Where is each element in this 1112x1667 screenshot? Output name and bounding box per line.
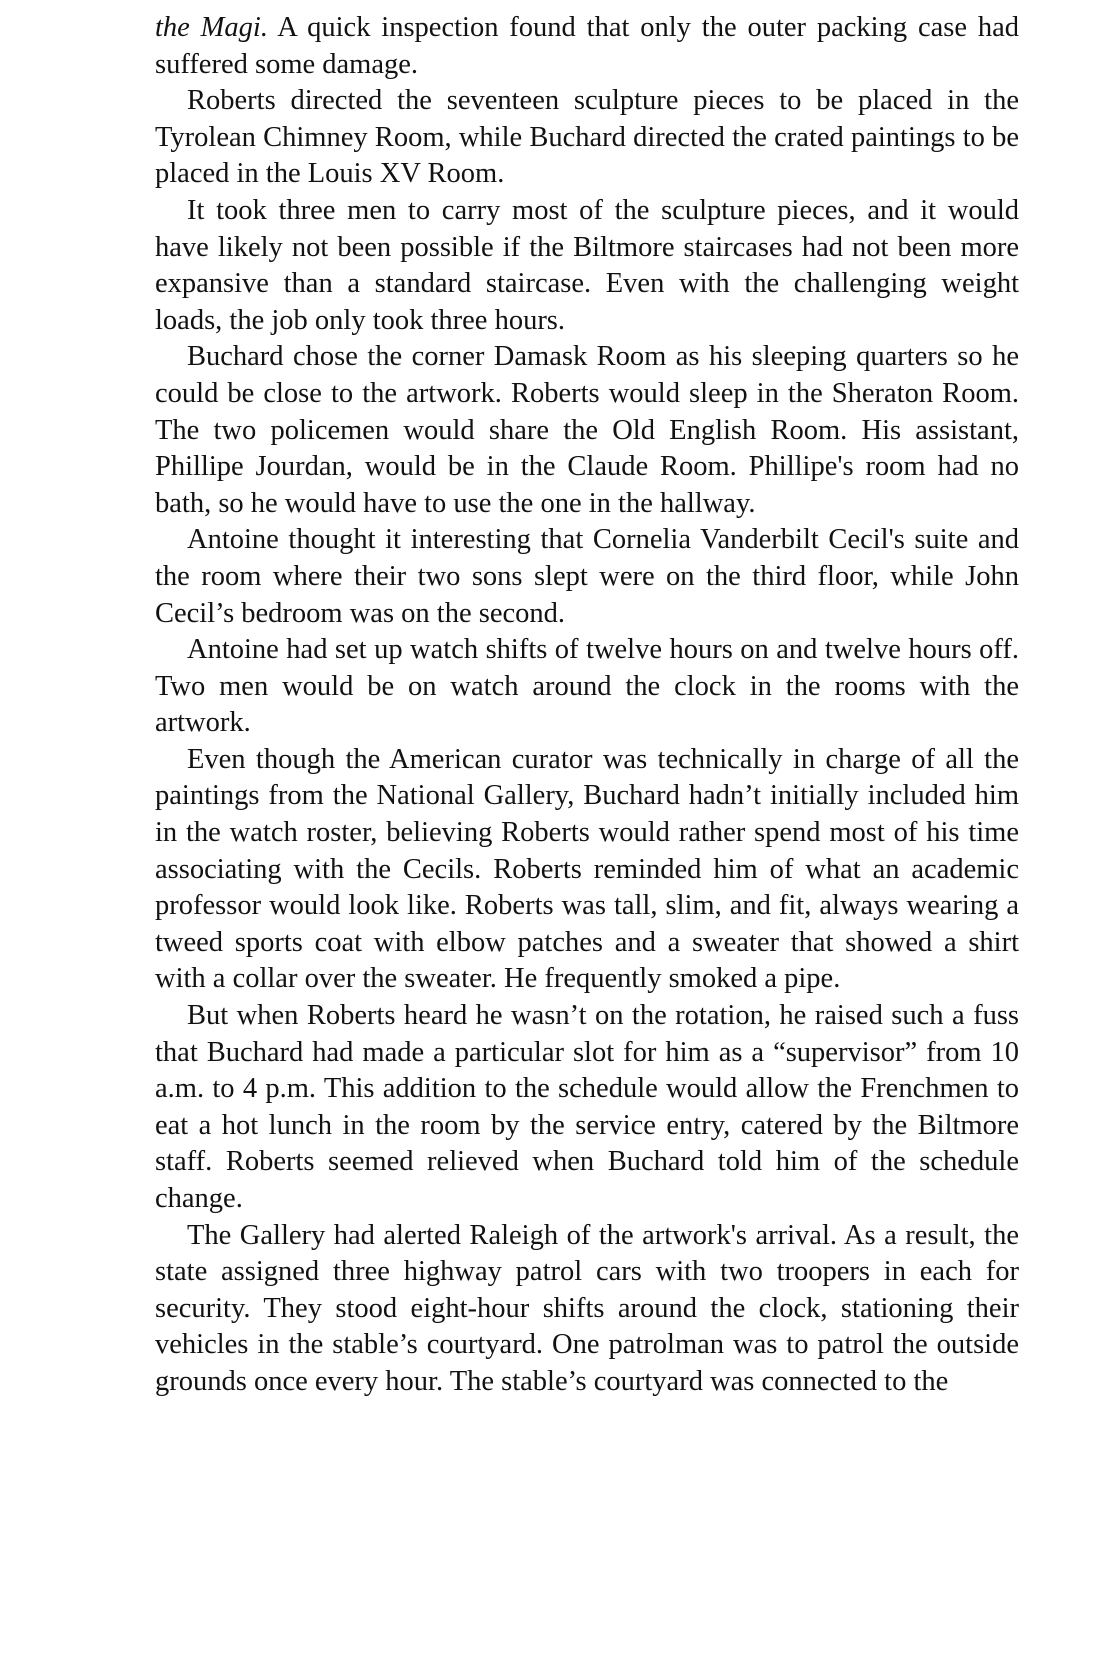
paragraph <box>155 10 1019 83</box>
text-segment: Roberts directed the seventeen sculpture pieces to be placed in the Tyrolean Chimney Room, while Buchard directed the crated paintings to be placed in the Louis XV Room. <box>155 85 1019 190</box>
paragraph <box>155 998 1019 1218</box>
text-segment: Antoine thought it interesting that Cornelia Vanderbilt Cecil's suite and the room where their two sons slept were on the third floor, while John Cecil’s bedroom was on the second. <box>155 524 1019 629</box>
text-segment: But when Roberts heard he wasn’t on the rotation, he raised such a fuss that Buchard had made a particular slot for him as a “supervisor” from 10 a.m. to 4 p.m. This addition to the schedule would allow the Frenchmen to eat a hot lunch in the room by the service entry, catered by the Biltmore staff. Roberts seemed relieved when Buchard told him of the schedule change. <box>155 1000 1019 1214</box>
italic-text-segment: the Magi. <box>155 12 268 43</box>
text-segment: Even though the American curator was technically in charge of all the paintings from the National Gallery, Buchard hadn’t initially included him in the watch roster, believing Roberts would rather spend most of his time associating with the Cecils. Roberts reminded him of what an academic professor would look like. Roberts was tall, slim, and fit, always wearing a tweed sports coat with elbow patches and a sweater that showed a shirt with a collar over the sweater. He frequently smoked a pipe. <box>155 743 1019 995</box>
page-text <box>155 10 1019 1401</box>
paragraph <box>155 742 1019 998</box>
paragraph <box>155 339 1019 522</box>
paragraph <box>155 83 1019 193</box>
paragraph <box>155 632 1019 742</box>
text-segment: Antoine had set up watch shifts of twelve hours on and twelve hours off. Two men would be on watch around the clock in the rooms with the artwork. <box>155 634 1019 739</box>
paragraph <box>155 1218 1019 1401</box>
text-segment: The Gallery had alerted Raleigh of the artwork's arrival. As a result, the state assigned three highway patrol cars with two troopers in each for security. They stood eight-hour shifts around the clock, stationing their vehicles in the stable’s courtyard. One patrolman was to patrol the outside grounds once every hour. The stable’s courtyard was connected to the <box>155 1219 1019 1397</box>
paragraph <box>155 193 1019 339</box>
text-segment: It took three men to carry most of the sculpture pieces, and it would have likely not been possible if the Biltmore staircases had not been more expansive than a standard staircase. Even with the challenging weight loads, the job only took three hours. <box>155 194 1019 336</box>
paragraph <box>155 522 1019 632</box>
text-segment: A quick inspection found that only the outer packing case had suffered some damage. <box>155 12 1019 80</box>
text-segment: Buchard chose the corner Damask Room as his sleeping quarters so he could be close to the artwork. Roberts would sleep in the Sheraton Room. The two policemen would share the Old English Room. His assistant, Phillipe Jourdan, would be in the Claude Room. Phillipe's room had no bath, so he would have to use the one in the hallway. <box>155 341 1019 519</box>
